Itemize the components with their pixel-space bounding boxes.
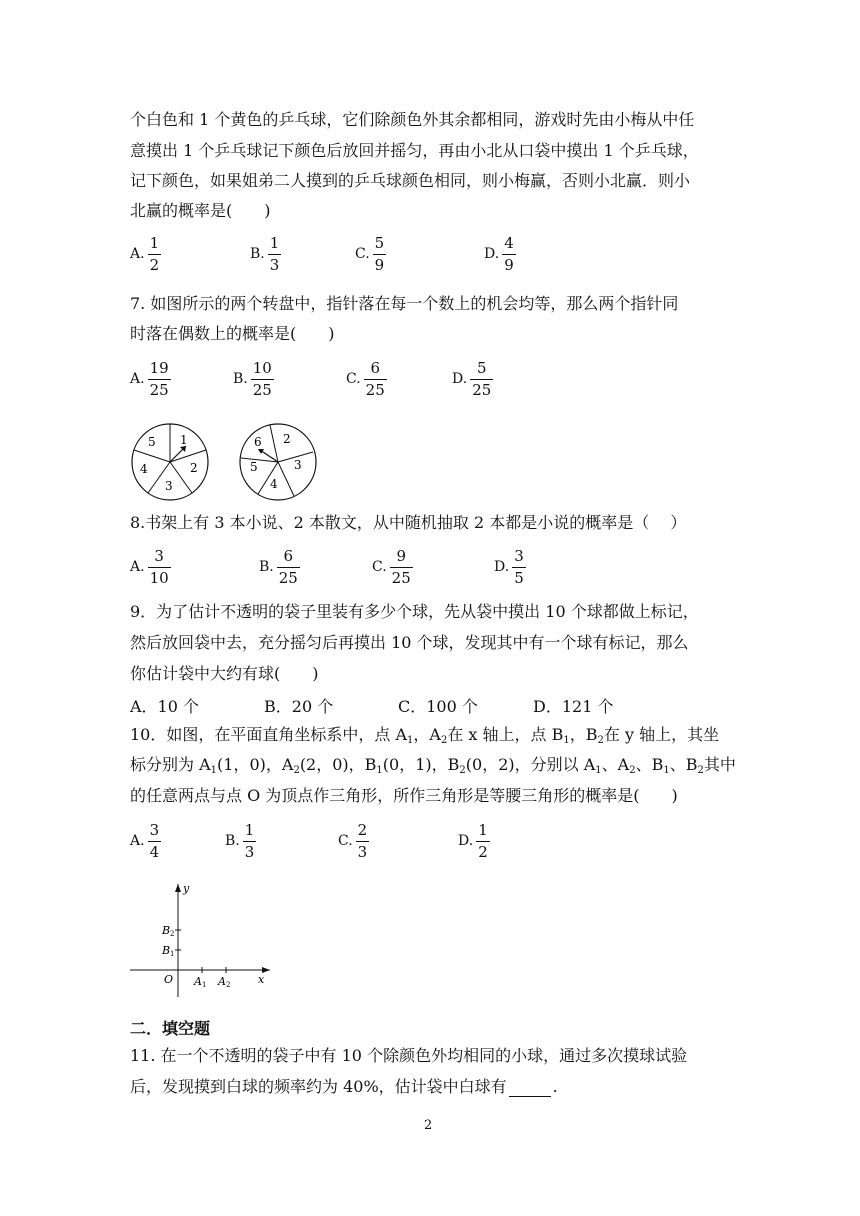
q6-option-c[interactable]: C. $\frac{5}{9}$ [355, 234, 385, 274]
fraction: $\frac{3}{5}$ [514, 547, 524, 587]
page-number: 2 [424, 1118, 433, 1133]
fraction: $\frac{1}{3}$ [269, 234, 280, 274]
fraction: $\frac{1}{2}$ [478, 821, 488, 861]
q9-line-2: 然后放回袋中去，充分摇匀后再摸出 10 个球，发现其中有一个球有标记，那么 [130, 633, 689, 652]
q8-option-d[interactable]: D. $\frac{3}{5}$ [494, 547, 524, 587]
q10-option-a[interactable]: A. $\frac{3}{4}$ [130, 821, 160, 861]
q8-option-a[interactable]: A. $\frac{3}{10}$ [130, 547, 169, 587]
a1-label: A [194, 975, 202, 988]
answer-blank[interactable] [509, 1080, 551, 1097]
spinner-1-sector: 5 [148, 435, 156, 449]
spinner-1-sector: 3 [165, 479, 173, 493]
q9-option-d[interactable]: D．121 个 [533, 697, 614, 716]
q6-option-b[interactable]: B. $\frac{1}{3}$ [250, 234, 280, 274]
spinner-2-sector: 6 [254, 435, 262, 449]
q6-line-3: 记下颜色，如果姐弟二人摸到的乒乓球颜色相同，则小梅赢，否则小北赢．则小 [130, 171, 691, 190]
fraction: $\frac{3}{4}$ [149, 821, 160, 861]
q8-line: 8.书架上有 3 本小说、2 本散文，从中随机抽取 2 本都是小说的概率是（ ） [130, 513, 687, 532]
fraction: $\frac{3}{10}$ [149, 547, 169, 587]
spinner-2 [236, 420, 320, 504]
q7-option-b[interactable]: B. $\frac{10}{25}$ [233, 359, 272, 399]
q7-line-1: 7. 如图所示的两个转盘中，指针落在每一个数上的机会均等，那么两个指针同 [130, 294, 679, 313]
spinner-2-sector: 5 [250, 460, 258, 474]
q10-option-b[interactable]: B. $\frac{1}{3}$ [225, 821, 255, 861]
q7-option-a[interactable]: A. $\frac{19}{25}$ [130, 359, 169, 399]
fraction: $\frac{1}{2}$ [149, 234, 160, 274]
q10-option-c[interactable]: C. $\frac{2}{3}$ [338, 821, 368, 861]
q11-line-2: 后，发现摸到白球的频率约为 40%，估计袋中白球有 . [130, 1077, 558, 1096]
spinner-1-sector: 1 [180, 433, 188, 447]
spinner-1 [128, 420, 212, 504]
b1-label: B [162, 944, 171, 957]
svg-text:1: 1 [202, 981, 207, 989]
q7-option-d[interactable]: D. $\frac{5}{25}$ [452, 359, 492, 399]
spinner-1-sector: 2 [190, 461, 198, 475]
q9-option-b[interactable]: B．20 个 [264, 697, 334, 716]
fraction: $\frac{6}{25}$ [365, 359, 385, 399]
q11-line-1: 11. 在一个不透明的袋子中有 10 个除颜色外均相同的小球，通过多次摸球试验 [130, 1046, 688, 1065]
q10-line-2: 标分别为 $A_1(1$，0)，$A_2(2$，0)，$B_1(0$，1)，$B_2(0$，2)，分别以 $A_1$、$A_2$、$B_1$、$B_2$其中 [130, 755, 736, 776]
a2-label: A [218, 975, 226, 988]
section-heading: 二．填空题 [130, 1019, 211, 1038]
fraction: $\frac{1}{3}$ [244, 821, 255, 861]
origin-label: O [164, 973, 174, 986]
q6-line-4: 北赢的概率是( ) [130, 201, 271, 220]
q9-line-3: 你估计袋中大约有球( ) [130, 664, 319, 683]
q8-option-b[interactable]: B. $\frac{6}{25}$ [259, 547, 298, 587]
q9-line-1: 9．为了估计不透明的袋子里装有多少个球，先从袋中摸出 10 个球都做上标记， [130, 602, 699, 621]
q6-line-2: 意摸出 1 个乒乓球记下颜色后放回并摇匀，再由小北从口袋中摸出 1 个乒乓球， [130, 141, 699, 160]
svg-text:2: 2 [170, 930, 175, 938]
q6-line-1: 个白色和 1 个黄色的乒乓球，它们除颜色外其余都相同，游戏时先由小梅从中任 [130, 110, 695, 129]
q9-option-a[interactable]: A．10 个 [130, 697, 200, 716]
q6-option-a[interactable]: A. $\frac{1}{2}$ [130, 234, 160, 274]
x-axis-label: x [258, 973, 265, 986]
spinner-2-sector: 2 [283, 432, 291, 446]
spinner-2-sector: 4 [270, 477, 278, 491]
q10-line-1: 10．如图，在平面直角坐标系中，点 $A_1$，$A_2$在 x 轴上，点 $B_1$，$B_2$在 y 轴上，其坐 [130, 725, 720, 746]
fraction: $\frac{2}{3}$ [357, 821, 368, 861]
svg-text:1: 1 [170, 950, 175, 958]
fraction: $\frac{19}{25}$ [149, 359, 169, 399]
fraction: $\frac{4}{9}$ [504, 234, 514, 274]
q10-line-3: 的任意两点与点 O 为顶点作三角形，所作三角形是等腰三角形的概率是( ) [130, 786, 678, 805]
fraction: $\frac{9}{25}$ [391, 547, 411, 587]
spinner-2-sector: 3 [294, 458, 302, 472]
fraction: $\frac{6}{25}$ [278, 547, 298, 587]
q6-option-d[interactable]: D. $\frac{4}{9}$ [484, 234, 514, 274]
fraction: $\frac{5}{9}$ [374, 234, 385, 274]
q7-option-c[interactable]: C. $\frac{6}{25}$ [346, 359, 385, 399]
q8-option-c[interactable]: C. $\frac{9}{25}$ [372, 547, 411, 587]
fraction: $\frac{5}{25}$ [472, 359, 492, 399]
coordinate-diagram [130, 880, 275, 1000]
q7-line-2: 时落在偶数上的概率是( ) [130, 324, 335, 343]
q9-option-c[interactable]: C．100 个 [398, 697, 478, 716]
svg-text:2: 2 [226, 981, 231, 989]
b2-label: B [162, 924, 171, 937]
y-axis-label: y [183, 882, 190, 895]
fraction: $\frac{10}{25}$ [252, 359, 272, 399]
spinner-1-sector: 4 [140, 462, 148, 476]
q10-option-d[interactable]: D. $\frac{1}{2}$ [458, 821, 488, 861]
